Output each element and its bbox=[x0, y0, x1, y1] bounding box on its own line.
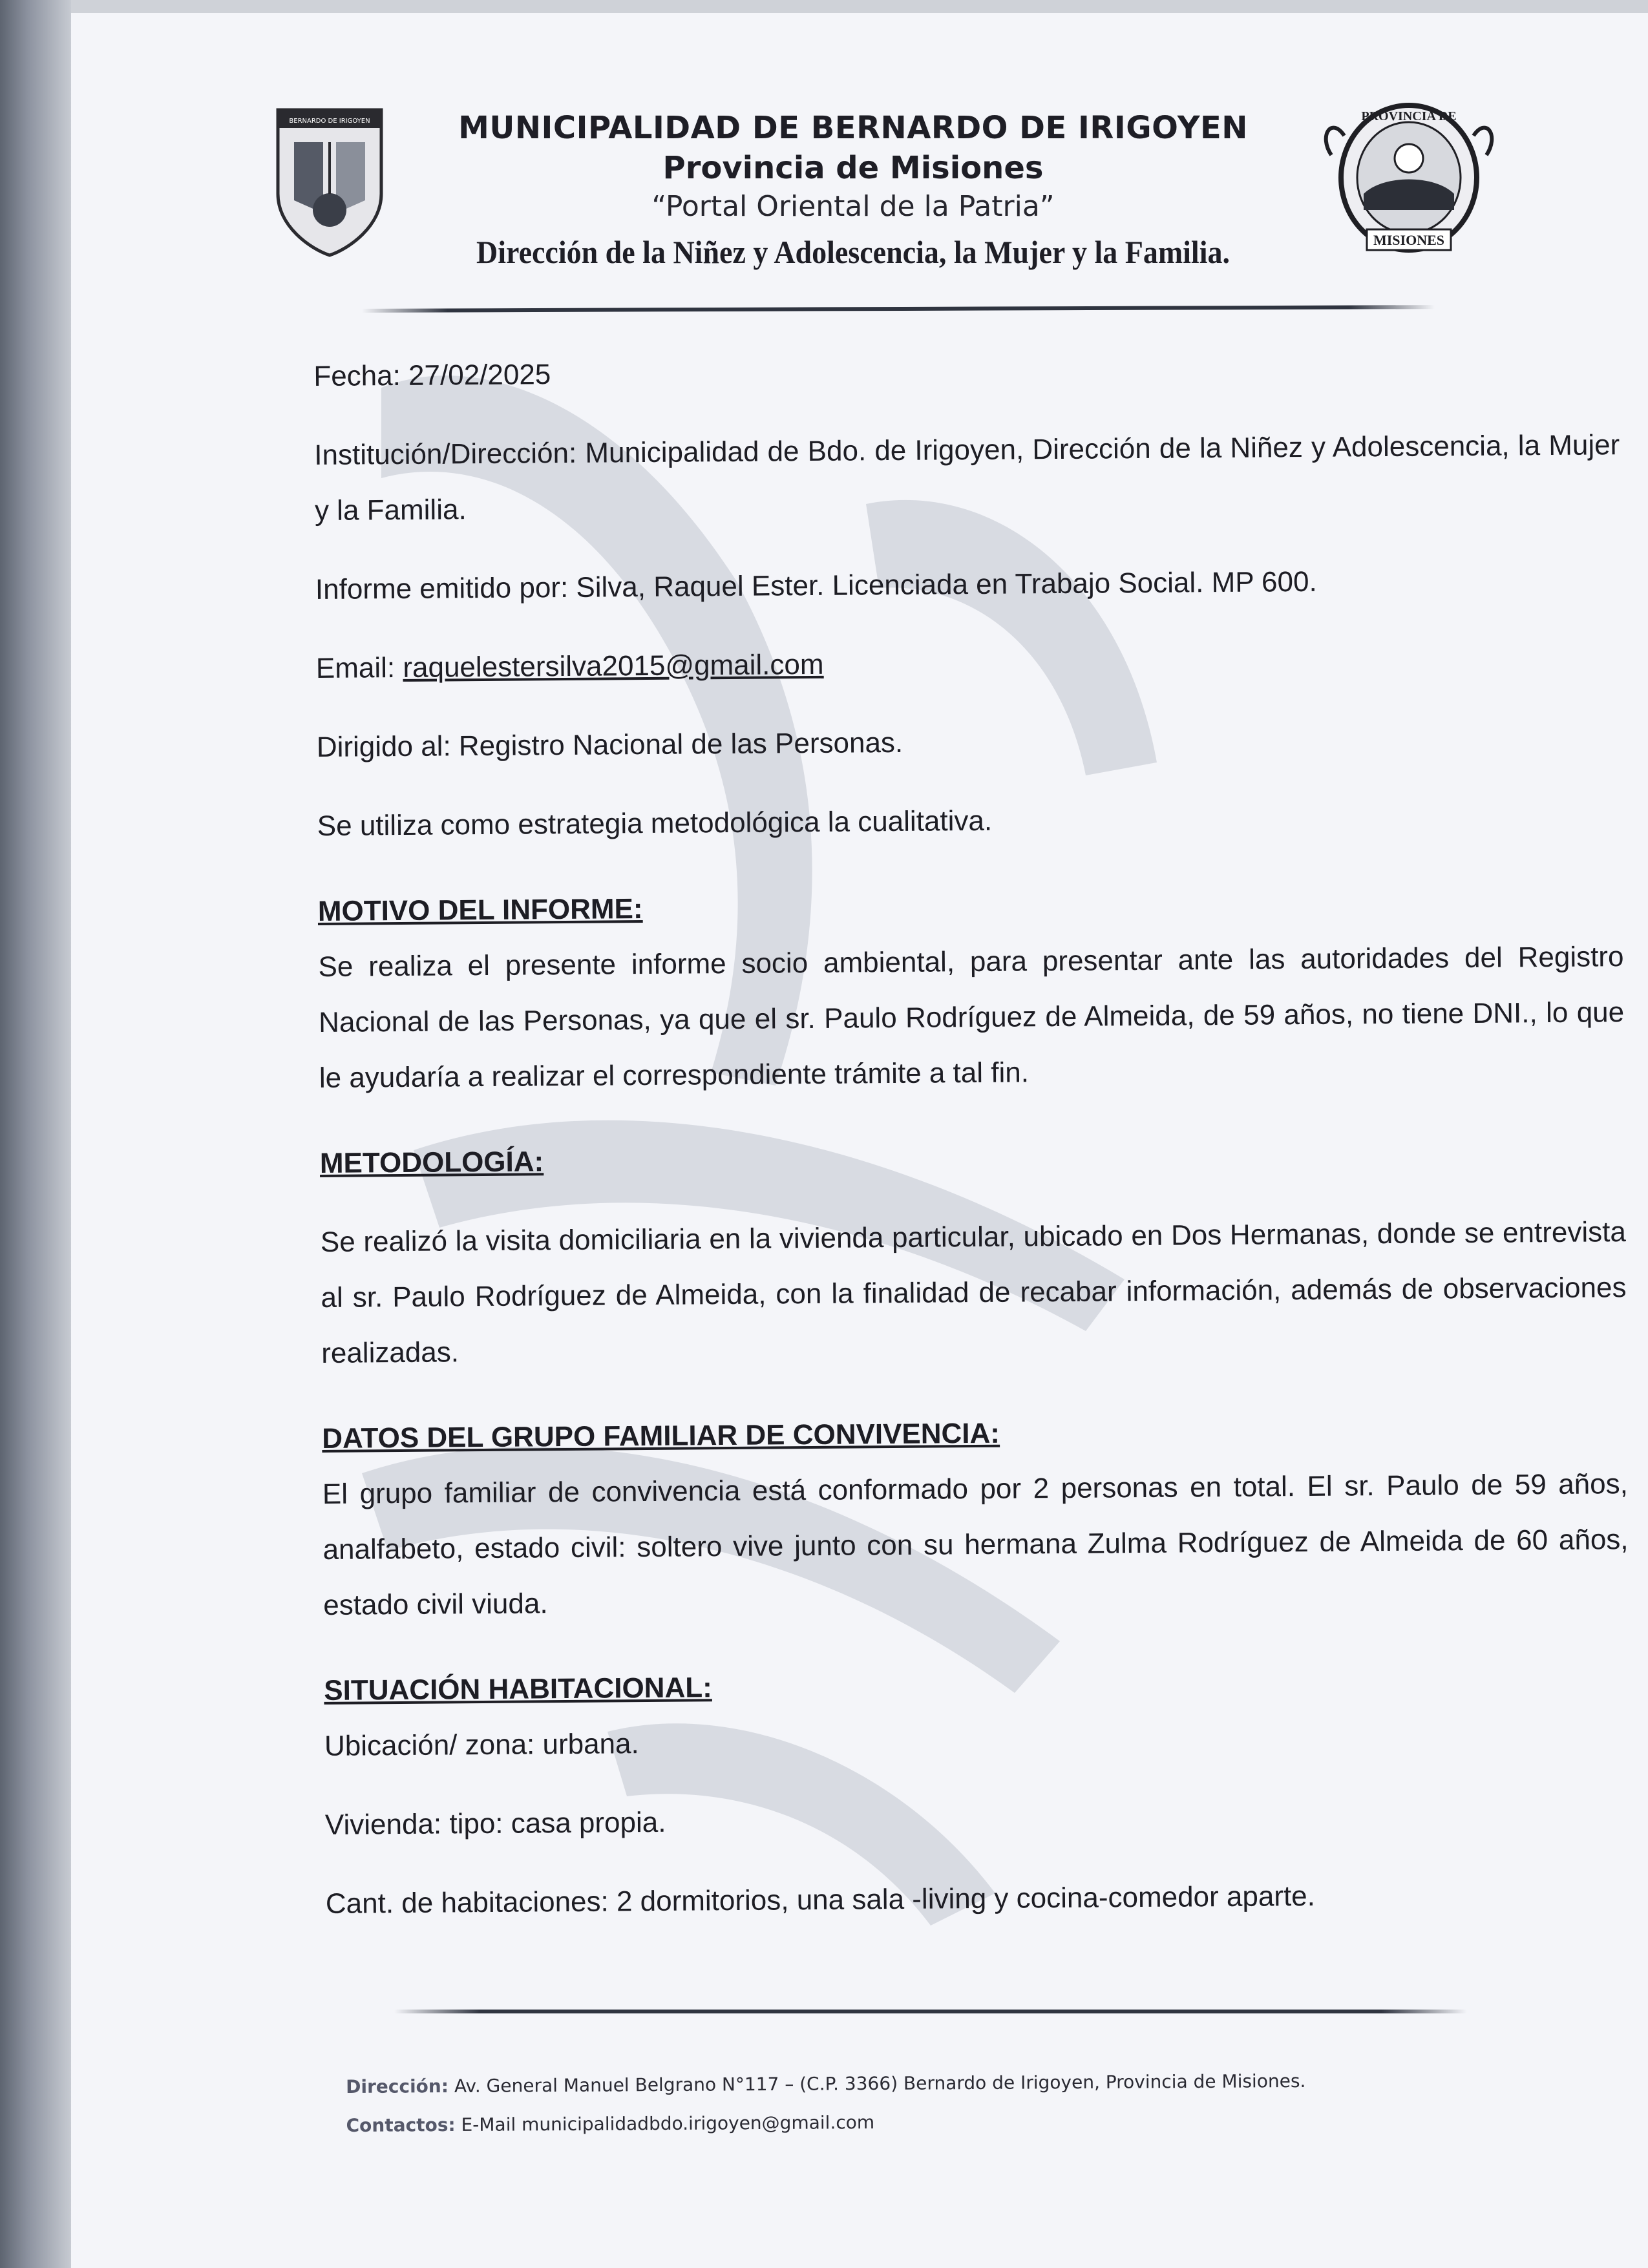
left-logo-text: BERNARDO DE IRIGOYEN bbox=[289, 118, 370, 125]
footer bbox=[346, 2060, 1574, 2145]
footer-contact-label: Contactos: bbox=[346, 2114, 456, 2136]
footer-divider bbox=[394, 2010, 1467, 2013]
section-text-methodology: Se realizó la visita domiciliaria en la vivienda particular, ubicado en Dos Hermanas, donde se entrevista al sr. Paulo Rodríguez de Almeida, con la finalidad de recabar información, además de observaciones realizadas. bbox=[320, 1216, 1627, 1369]
housing-rooms: Cant. de habitaciones: 2 dormitorios, una sala -living y cocina-comedor aparte. bbox=[325, 1880, 1316, 1920]
email-link[interactable]: raquelestersilva2015@gmail.com bbox=[403, 648, 824, 684]
right-logo-text-bottom: MISIONES bbox=[1373, 232, 1445, 248]
scan-edge-shadow bbox=[0, 0, 71, 2268]
housing-dwelling: Vivienda: tipo: casa propia. bbox=[324, 1806, 666, 1841]
section-title-family: DATOS DEL GRUPO FAMILIAR DE CONVIVENCIA: bbox=[322, 1417, 1000, 1454]
document-page bbox=[71, 13, 1648, 2268]
report-issued-by: Informe emitido por: Silva, Raquel Ester. Licenciada en Trabajo Social. MP 600. bbox=[315, 565, 1317, 605]
footer-address-label: Dirección: bbox=[346, 2075, 449, 2097]
section-title-methodology: METODOLOGÍA: bbox=[319, 1146, 544, 1179]
report-date: Fecha: 27/02/2025 bbox=[313, 359, 551, 392]
right-logo-text-top: PROVINCIA DE bbox=[1361, 109, 1457, 123]
municipality-name: MUNICIPALIDAD DE BERNARDO DE IRIGOYEN bbox=[458, 110, 1248, 146]
report-institution: Institución/Dirección: Municipalidad de Bdo. de Irigoyen, Dirección de la Niñez y Adolescencia, la Mujer y la Familia. bbox=[314, 429, 1620, 527]
direction-name: Dirección de la Niñez y Adolescencia, la Mujer y la Familia. bbox=[476, 234, 1231, 270]
housing-location: Ubicación/ zona: urbana. bbox=[324, 1728, 639, 1762]
report-email-line bbox=[316, 631, 1622, 697]
municipal-shield-logo bbox=[271, 103, 388, 258]
section-title-reason: MOTIVO DEL INFORME: bbox=[317, 893, 643, 927]
section-text-family: El grupo familiar de convivencia está conformado por 2 personas en total. El sr. Paulo de 59 años, analfabeto, estado civil: soltero vive junto con su hermana Zulma Rodríguez de Almeida de 60 años, estado civil viuda. bbox=[322, 1468, 1629, 1621]
header-divider bbox=[362, 305, 1435, 313]
footer-contact-text[interactable]: E-Mail municipalidadbdo.irigoyen@gmail.com bbox=[455, 2112, 875, 2136]
province-name: Provincia de Misiones bbox=[662, 150, 1044, 186]
footer-contact bbox=[346, 2099, 1574, 2145]
section-text-reason: Se realiza el presente informe socio ambiental, para presentar ante las autoridades del Registro Nacional de las Personas, ya que el sr. Paulo Rodríguez de Almeida, de 59 años, no tiene DNI., lo que le ayudaría a realizar el correspondiente trámite a tal fin. bbox=[318, 941, 1625, 1094]
section-title-housing: SITUACIÓN HABITACIONAL: bbox=[324, 1672, 712, 1706]
report-addressed-to: Dirigido al: Registro Nacional de las Personas. bbox=[316, 726, 903, 763]
province-seal-logo bbox=[1305, 97, 1512, 258]
report-body bbox=[313, 339, 1631, 1932]
motto: “Portal Oriental de la Patria” bbox=[651, 190, 1055, 223]
email-label: Email: bbox=[315, 651, 403, 684]
footer-address-text: Av. General Manuel Belgrano N°117 – (C.P. 3366) Bernardo de Irigoyen, Provincia de Misiones. bbox=[448, 2070, 1306, 2097]
letterhead bbox=[407, 110, 1299, 271]
report-strategy: Se utiliza como estrategia metodológica la cualitativa. bbox=[317, 804, 993, 842]
